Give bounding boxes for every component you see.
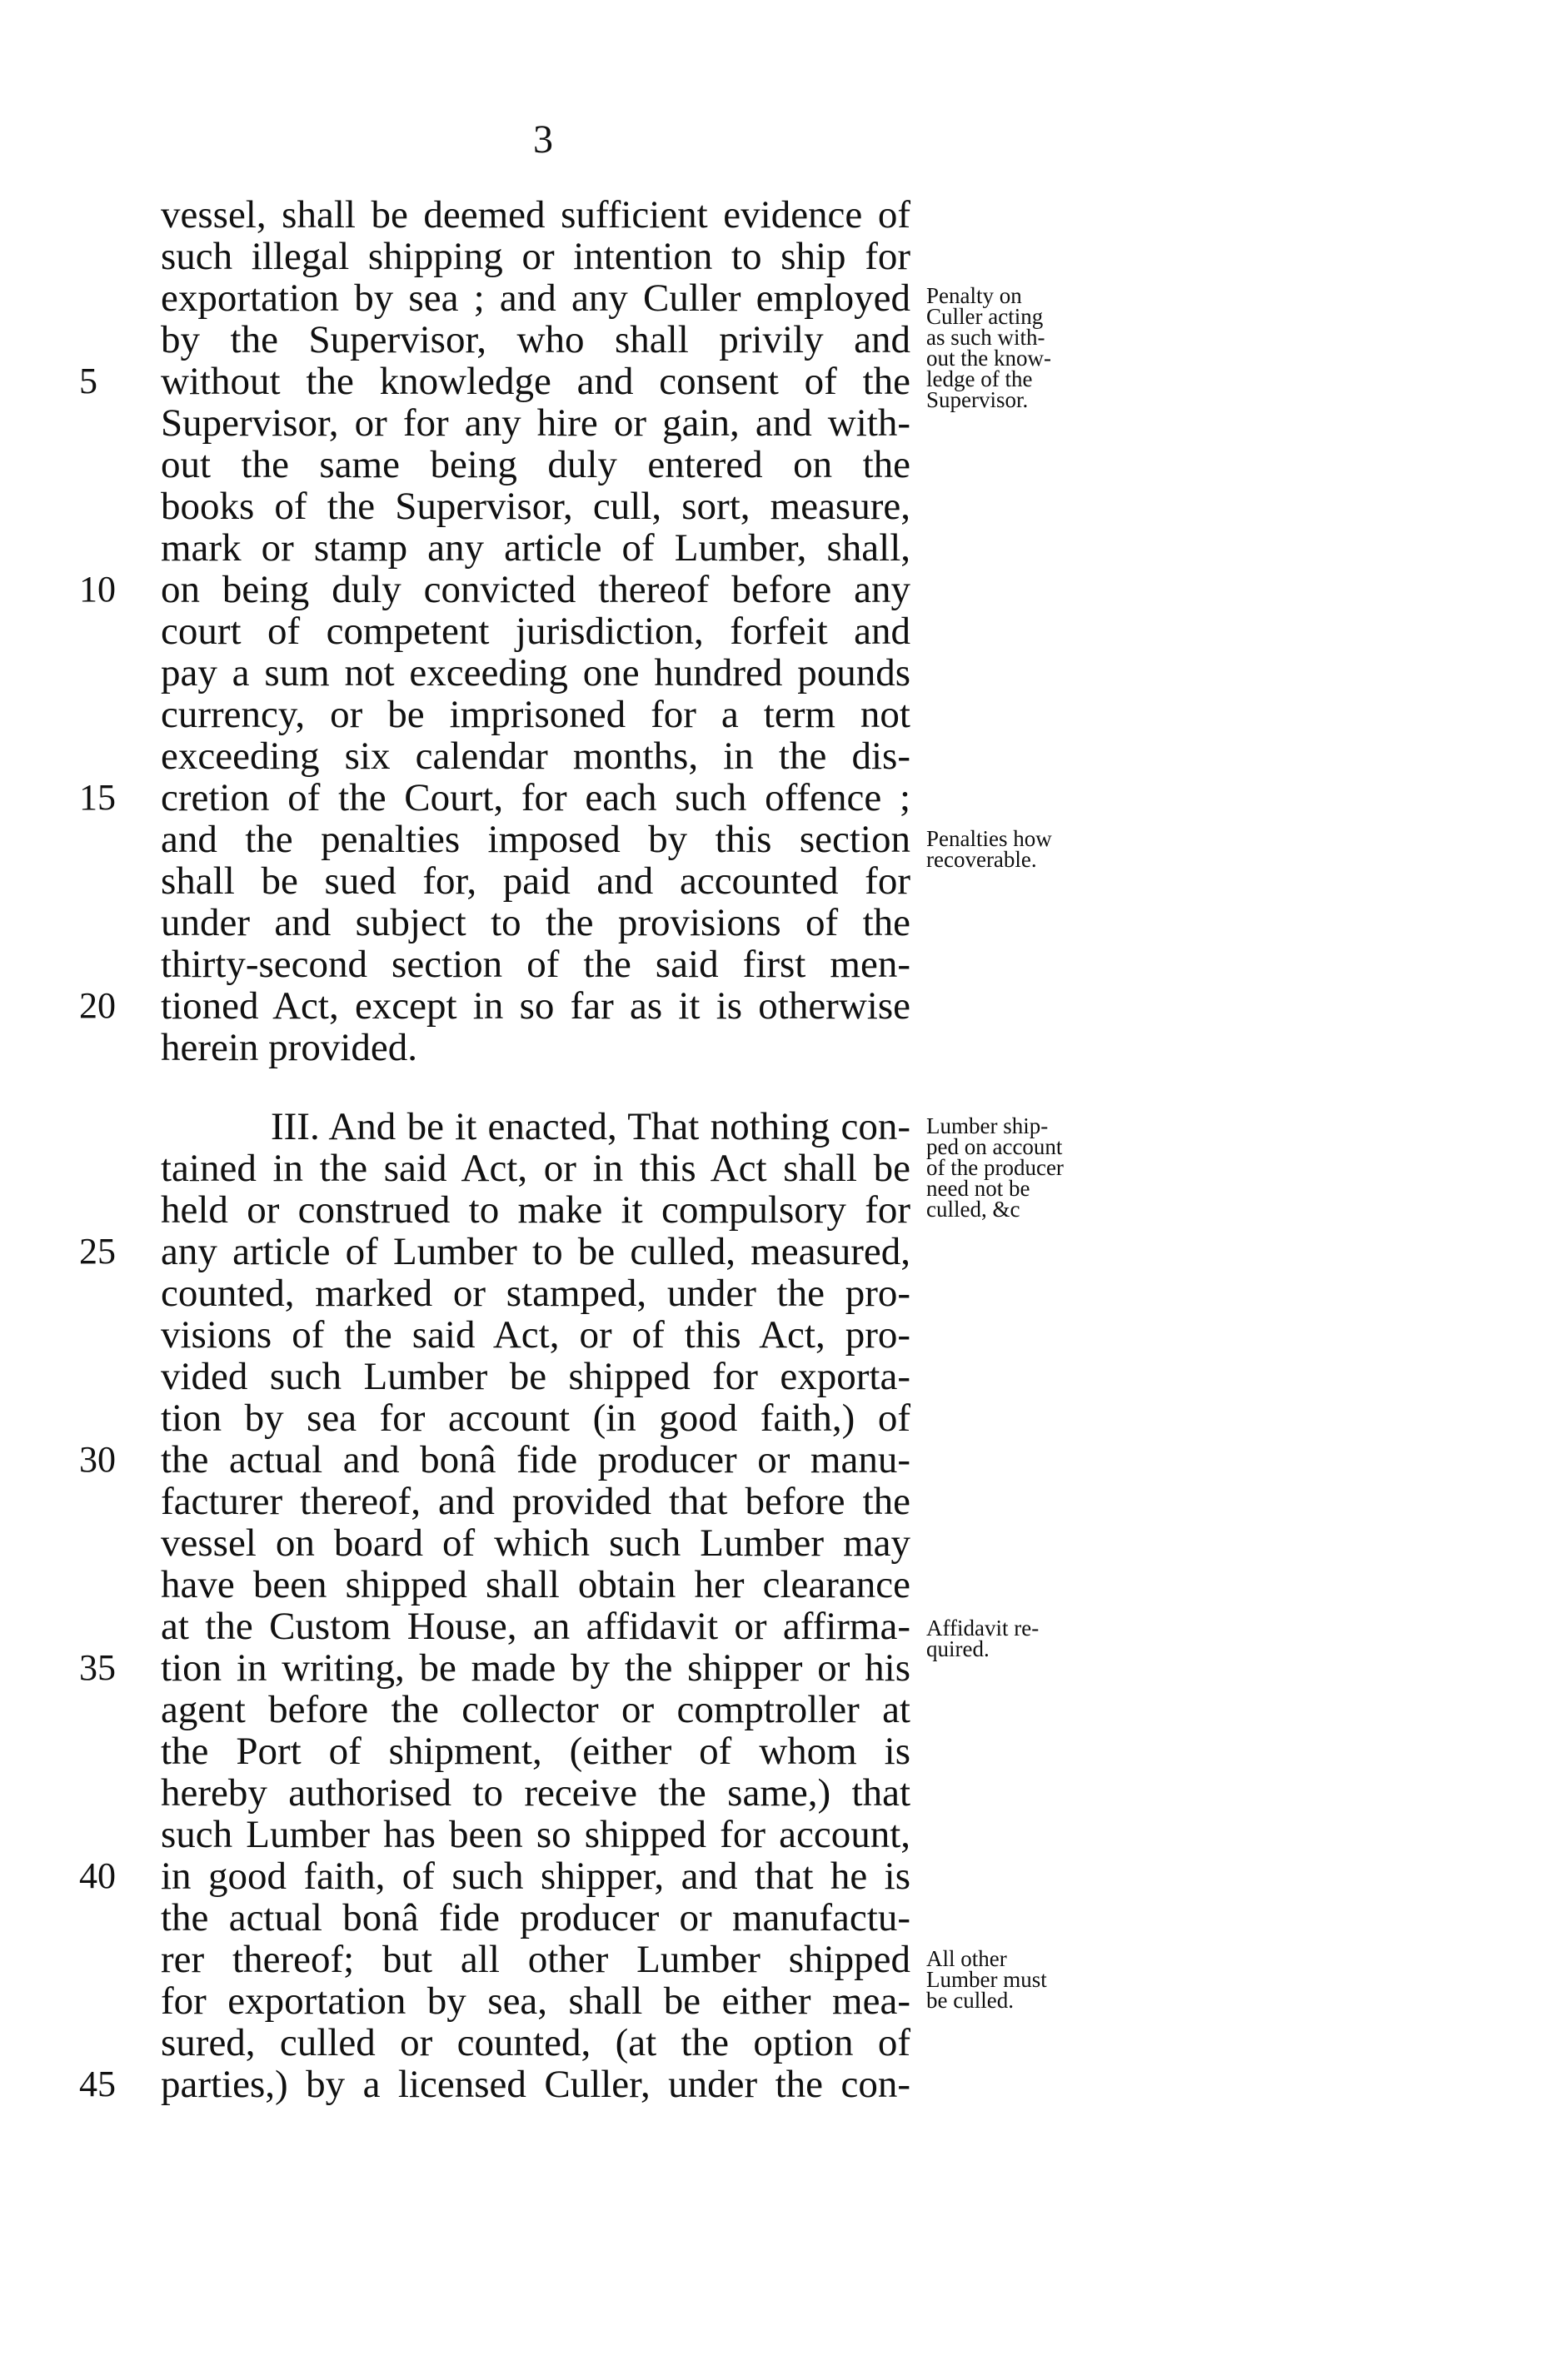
- text-line: court of competent jurisdiction, forfeit and: [161, 610, 910, 653]
- text-line: vessel, shall be deemed sufficient evidence of: [161, 193, 910, 237]
- text-line: the actual bonâ fide producer or manufactu-: [161, 1896, 910, 1939]
- page-number: 3: [533, 117, 553, 162]
- text-line: currency, or be imprisoned for a term not: [161, 693, 910, 736]
- margin-note-line: Culler acting: [926, 304, 1044, 329]
- margin-note-line: Penalty on: [926, 283, 1022, 308]
- text-line: and the penalties imposed by this section: [161, 818, 910, 861]
- text-line: held or construed to make it compulsory for: [161, 1188, 910, 1232]
- margin-note-line: recoverable.: [926, 847, 1037, 872]
- margin-note-line: All other: [926, 1946, 1007, 1971]
- text-line: exportation by sea ; and any Culler employed: [161, 276, 910, 320]
- margin-note-line: Lumber ship-: [926, 1113, 1049, 1138]
- margin-note: [926, 1618, 1039, 1660]
- text-line: out the same being duly entered on the: [161, 443, 910, 486]
- margin-note-line: be culled.: [926, 1988, 1014, 2013]
- margin-note: [926, 1113, 1064, 1222]
- margin-note: [926, 283, 1051, 412]
- text-line: pay a sum not exceeding one hundred pounds: [161, 651, 910, 695]
- text-line: the actual and bonâ fide producer or manu-: [161, 1438, 910, 1481]
- text-line: have been shipped shall obtain her clearance: [161, 1563, 910, 1606]
- margin-note-line: Lumber must: [926, 1967, 1047, 1992]
- line-number: 30: [79, 1439, 116, 1480]
- margin-note-line: as such with-: [926, 325, 1045, 350]
- line-number: 20: [79, 985, 116, 1026]
- margin-note-line: Affidavit re-: [926, 1616, 1040, 1641]
- text-line: cretion of the Court, for each such offence ;: [161, 776, 910, 819]
- text-line: thirty-second section of the said first men-: [161, 943, 910, 986]
- text-line: tained in the said Act, or in this Act shall be: [161, 1147, 910, 1190]
- text-line: tion by sea for account (in good faith,) of: [161, 1397, 910, 1440]
- text-line: visions of the said Act, or of this Act, pro-: [161, 1313, 910, 1357]
- text-line: tion in writing, be made by the shipper or his: [161, 1646, 910, 1690]
- text-line: vessel on board of which such Lumber may: [161, 1521, 910, 1565]
- line-number: 25: [79, 1231, 116, 1272]
- line-number: 35: [79, 1647, 116, 1688]
- text-line: tioned Act, except in so far as it is otherwise: [161, 984, 910, 1028]
- text-line: hereby authorised to receive the same,) that: [161, 1771, 910, 1815]
- text-line: for exportation by sea, shall be either mea-: [161, 1979, 910, 2023]
- margin-note-line: culled, &c: [926, 1197, 1020, 1222]
- text-line: facturer thereof, and provided that before the: [161, 1480, 910, 1523]
- text-line: on being duly convicted thereof before any: [161, 568, 910, 611]
- margin-note-line: out the know-: [926, 346, 1051, 371]
- line-number: 45: [79, 2064, 116, 2104]
- text-line: such Lumber has been so shipped for account,: [161, 1813, 910, 1856]
- margin-note-line: Penalties how: [926, 826, 1052, 851]
- text-line: any article of Lumber to be culled, measured,: [161, 1230, 910, 1273]
- text-line: at the Custom House, an affidavit or affirma-: [161, 1605, 910, 1648]
- text-line: such illegal shipping or intention to ship for: [161, 235, 910, 278]
- margin-note-line: need not be: [926, 1176, 1030, 1201]
- margin-note: [926, 826, 1052, 872]
- text-line: under and subject to the provisions of the: [161, 901, 910, 944]
- text-line: books of the Supervisor, cull, sort, measure,: [161, 485, 910, 528]
- text-line: herein provided.: [161, 1026, 418, 1069]
- text-line: Supervisor, or for any hire or gain, and with-: [161, 401, 910, 445]
- margin-note-line: quired.: [926, 1636, 990, 1661]
- text-line: agent before the collector or comptroller at: [161, 1688, 910, 1731]
- margin-note-line: Supervisor.: [926, 387, 1029, 412]
- text-line: parties,) by a licensed Culler, under the con-: [161, 2063, 910, 2106]
- text-line: rer thereof; but all other Lumber shipped: [161, 1938, 910, 1981]
- line-number: 5: [79, 361, 97, 401]
- margin-note-line: ledge of the: [926, 366, 1033, 391]
- text-line: by the Supervisor, who shall privily and: [161, 318, 910, 361]
- text-line: shall be sued for, paid and accounted for: [161, 859, 910, 903]
- line-number: 10: [79, 569, 116, 610]
- line-number: 15: [79, 777, 116, 818]
- text-line: the Port of shipment, (either of whom is: [161, 1730, 910, 1773]
- margin-note: [926, 1946, 1047, 2013]
- margin-note-line: ped on account: [926, 1134, 1063, 1159]
- text-line: vided such Lumber be shipped for exporta-: [161, 1355, 910, 1398]
- text-line: sured, culled or counted, (at the option of: [161, 2021, 910, 2064]
- text-line: without the knowledge and consent of the: [161, 360, 910, 403]
- text-line: counted, marked or stamped, under the pro-: [161, 1272, 910, 1315]
- text-line: mark or stamp any article of Lumber, shall,: [161, 526, 910, 570]
- line-number: 40: [79, 1855, 116, 1896]
- section-heading-line: III. And be it enacted, That nothing con-: [271, 1105, 910, 1148]
- text-line: in good faith, of such shipper, and that he is: [161, 1855, 910, 1898]
- text-line: exceeding six calendar months, in the dis-: [161, 734, 910, 778]
- margin-note-line: of the producer: [926, 1155, 1064, 1180]
